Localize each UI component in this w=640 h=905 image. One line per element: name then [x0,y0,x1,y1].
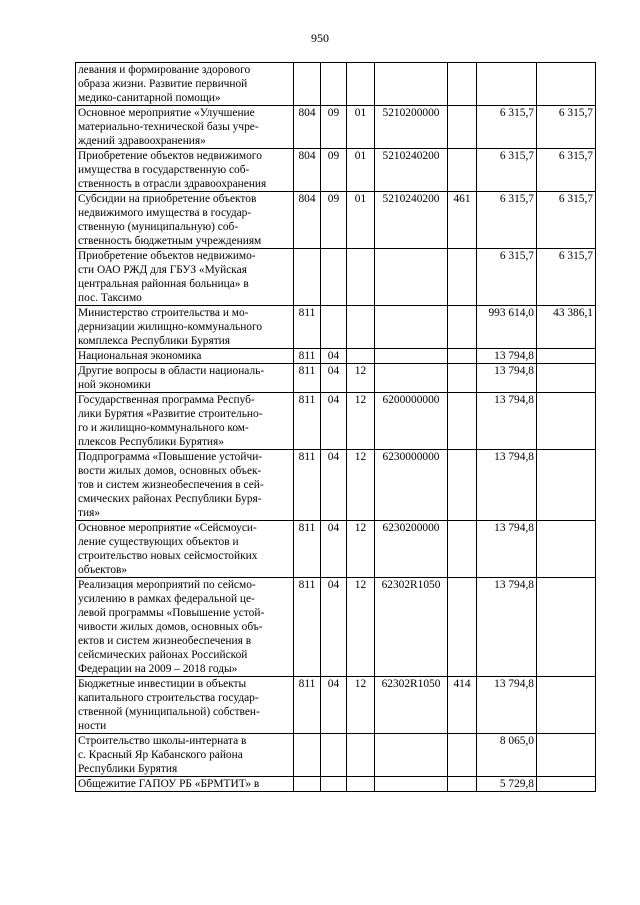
cell-sum-federal [537,677,596,734]
cell-expense-type [448,63,477,106]
cell-sum-total: 13 794,8 [477,521,537,578]
cell-name-line: сейсмических районах Российской [78,649,248,661]
cell-name-line: чивости жилых домов, основных объ- [78,621,263,633]
cell-subsection [347,777,375,792]
cell-expense-type [448,777,477,792]
cell-section: 04 [321,393,347,450]
cell-expense-type [448,149,477,192]
cell-subsection: 01 [347,106,375,149]
cell-target-article: 6230000000 [375,450,448,521]
cell-name-line: Приобретение объектов недвижимого [78,150,262,162]
cell-target-article [375,734,448,777]
cell-gov-code [294,734,321,777]
cell-name-line: комплекса Республики Бурятия [78,335,231,347]
cell-subsection: 12 [347,521,375,578]
cell-name-line: лики Бурятия «Развитие строительно- [78,408,263,420]
cell-sum-federal: 6 315,7 [537,149,596,192]
table-row [76,734,596,777]
cell-name-line: вости жилых домов, основных объек- [78,465,262,477]
cell-expense-type [448,249,477,306]
cell-gov-code: 804 [294,106,321,149]
cell-sum-federal [537,364,596,393]
cell-name-line: Национальная экономика [78,350,202,362]
cell-name-line: Министерство строительства и мо- [78,307,249,319]
cell-target-article [375,364,448,393]
cell-sum-total: 13 794,8 [477,677,537,734]
cell-target-article [375,777,448,792]
cell-name-line: тов и систем жизнеобеспечения в сей- [78,479,264,491]
cell-name-line: ственность бюджетным учреждениям [78,235,262,247]
cell-name-line: имущества в государственную соб- [78,164,250,176]
cell-name-line: ление существующих объектов и [78,536,239,548]
cell-subsection: 12 [347,364,375,393]
cell-expense-type [448,393,477,450]
cell-section: 04 [321,349,347,364]
cell-name-line: с. Красный Яр Кабанского района [78,749,243,761]
cell-gov-code: 804 [294,149,321,192]
cell-name [76,63,294,106]
table-row [76,306,596,349]
cell-sum-total [477,63,537,106]
cell-sum-total: 13 794,8 [477,349,537,364]
table-row [76,63,596,106]
cell-sum-federal [537,450,596,521]
cell-name-line: Основное мероприятие «Улучшение [78,107,255,119]
cell-name-line: ственную (муниципальную) соб- [78,221,239,233]
cell-expense-type [448,734,477,777]
cell-section: 04 [321,578,347,677]
cell-name-line: Основное мероприятие «Сейсмоуси- [78,522,257,534]
table-row [76,578,596,677]
cell-name-line: ектов и систем жизнеобеспечения в [78,635,252,647]
cell-target-article [375,306,448,349]
cell-name [76,306,294,349]
cell-expense-type [448,349,477,364]
cell-name [76,578,294,677]
table-row [76,192,596,249]
cell-expense-type: 414 [448,677,477,734]
cell-sum-total: 993 614,0 [477,306,537,349]
table-row [76,364,596,393]
cell-section: 04 [321,521,347,578]
cell-name-line: Подпрограмма «Повышение устойчи- [78,451,263,463]
cell-name [76,777,294,792]
cell-target-article [375,249,448,306]
cell-sum-federal [537,63,596,106]
cell-name-line: Федерации на 2009 – 2018 годы» [78,663,238,675]
cell-name-line: центральная районная больница» в [78,278,249,290]
table-row [76,450,596,521]
cell-sum-federal [537,349,596,364]
cell-gov-code: 811 [294,450,321,521]
cell-name-line: дернизации жилищно-коммунального [78,321,263,333]
cell-name [76,364,294,393]
cell-name-line: пос. Таксимо [78,292,142,304]
cell-target-article: 5210240200 [375,192,448,249]
cell-name-line: образа жизни. Развитие первичной [78,78,248,90]
cell-target-article: 62302R1050 [375,578,448,677]
cell-name-line: строительство новых сейсмостойких [78,550,258,562]
cell-target-article: 6200000000 [375,393,448,450]
cell-gov-code: 811 [294,364,321,393]
cell-sum-total: 13 794,8 [477,364,537,393]
table-row [76,149,596,192]
cell-target-article [375,63,448,106]
cell-name [76,393,294,450]
cell-expense-type [448,450,477,521]
cell-section [321,777,347,792]
cell-target-article [375,349,448,364]
table-row [76,106,596,149]
cell-name-line: материально-технической базы учре- [78,121,259,133]
cell-name-line: Строительство школы-интерната в [78,735,247,747]
cell-expense-type: 461 [448,192,477,249]
cell-name-line: Субсидии на приобретение объектов [78,193,257,205]
cell-gov-code: 811 [294,306,321,349]
cell-name-line: недвижимого имущества в государ- [78,207,252,219]
cell-expense-type [448,364,477,393]
cell-gov-code: 811 [294,521,321,578]
cell-name-line: ной экономики [78,379,151,391]
cell-sum-total: 6 315,7 [477,249,537,306]
cell-name-line: ждений здравоохранения» [78,135,206,147]
cell-name [76,106,294,149]
cell-name-line: объектов» [78,564,128,576]
cell-sum-federal [537,578,596,677]
table-row [76,777,596,792]
cell-sum-total: 6 315,7 [477,192,537,249]
cell-sum-federal [537,521,596,578]
budget-table [75,62,596,792]
cell-section [321,734,347,777]
cell-section: 09 [321,106,347,149]
cell-subsection [347,349,375,364]
cell-name-line: смических районах Республики Буря- [78,493,262,505]
cell-section: 04 [321,677,347,734]
cell-expense-type [448,578,477,677]
cell-name-line: сти ОАО РЖД для ГБУЗ «Муйская [78,264,247,276]
cell-sum-federal: 6 315,7 [537,192,596,249]
cell-sum-total: 6 315,7 [477,149,537,192]
cell-target-article: 5210200000 [375,106,448,149]
cell-name-line: Другие вопросы в области националь- [78,365,265,377]
cell-subsection: 12 [347,393,375,450]
cell-name-line: Бюджетные инвестиции в объекты [78,678,247,690]
cell-gov-code: 811 [294,393,321,450]
page-number: 950 [311,31,329,45]
cell-gov-code: 811 [294,578,321,677]
cell-name [76,450,294,521]
cell-name-line: го и жилищно-коммунального ком- [78,422,249,434]
cell-name [76,677,294,734]
table-row [76,521,596,578]
cell-gov-code [294,249,321,306]
cell-subsection [347,734,375,777]
cell-sum-total: 13 794,8 [477,578,537,677]
cell-name [76,149,294,192]
cell-expense-type [448,306,477,349]
cell-name-line: плексов Республики Бурятия» [78,436,224,448]
table-row [76,349,596,364]
cell-subsection: 01 [347,192,375,249]
cell-name-line: ственной (муниципальной) собствен- [78,706,260,718]
cell-section: 09 [321,149,347,192]
cell-name-line: тия» [78,507,101,519]
cell-name-line: Государственная программа Респуб- [78,394,255,406]
cell-section: 09 [321,192,347,249]
cell-name-line: Приобретение объектов недвижимо- [78,250,256,262]
cell-name-line: усилению в рамках федеральной це- [78,593,255,605]
cell-gov-code: 811 [294,349,321,364]
cell-sum-federal [537,393,596,450]
cell-gov-code: 811 [294,677,321,734]
cell-name [76,249,294,306]
cell-sum-federal: 6 315,7 [537,249,596,306]
cell-section [321,306,347,349]
cell-gov-code: 804 [294,192,321,249]
cell-name-line: ности [78,720,107,732]
cell-subsection: 12 [347,450,375,521]
table-row [76,393,596,450]
cell-gov-code [294,63,321,106]
cell-section [321,63,347,106]
cell-subsection: 12 [347,578,375,677]
cell-name-line: Общежитие ГАПОУ РБ «БРМТИТ» в [78,778,260,790]
cell-name-line: Реализация мероприятий по сейсмо- [78,579,256,591]
cell-subsection: 12 [347,677,375,734]
cell-expense-type [448,521,477,578]
cell-name-line: левания и формирование здорового [78,64,251,76]
cell-sum-total: 8 065,0 [477,734,537,777]
cell-sum-federal: 43 386,1 [537,306,596,349]
table-row [76,677,596,734]
cell-name-line: ственность в отрасли здравоохранения [78,178,267,190]
cell-section: 04 [321,364,347,393]
cell-subsection: 01 [347,149,375,192]
cell-sum-total: 6 315,7 [477,106,537,149]
cell-name [76,734,294,777]
table-row [76,249,596,306]
cell-target-article: 5210240200 [375,149,448,192]
cell-sum-total: 13 794,8 [477,393,537,450]
cell-sum-federal [537,777,596,792]
cell-sum-federal: 6 315,7 [537,106,596,149]
cell-name-line: капитального строительства государ- [78,692,259,704]
cell-sum-federal [537,734,596,777]
cell-section [321,249,347,306]
cell-sum-total: 5 729,8 [477,777,537,792]
cell-gov-code [294,777,321,792]
cell-sum-total: 13 794,8 [477,450,537,521]
cell-target-article: 6230200000 [375,521,448,578]
cell-name [76,192,294,249]
cell-subsection [347,63,375,106]
cell-name [76,521,294,578]
cell-section: 04 [321,450,347,521]
cell-subsection [347,306,375,349]
cell-subsection [347,249,375,306]
cell-name-line: Республики Бурятия [78,763,178,775]
table-body [76,63,596,792]
cell-name [76,349,294,364]
cell-target-article: 62302R1050 [375,677,448,734]
cell-name-line: левой программы «Повышение устой- [78,607,265,619]
cell-name-line: медико-санитарной помощи» [78,92,221,104]
cell-expense-type [448,106,477,149]
